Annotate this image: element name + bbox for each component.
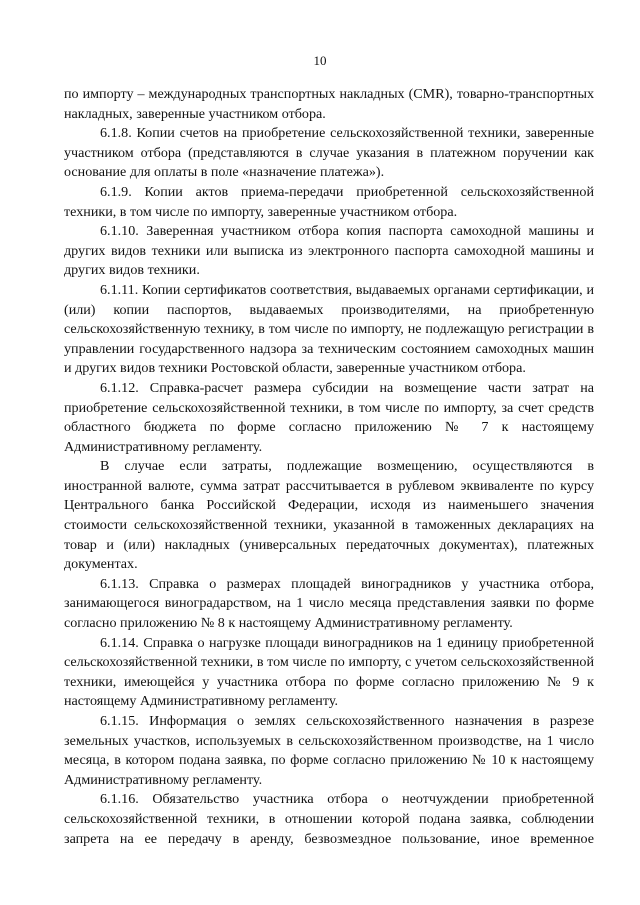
paragraph-continuation: по импорту – международных транспортных накладных (CMR), товарно-транспортных накладных, заверенные участником отбора. <box>64 86 594 122</box>
paragraph-6-1-15: 6.1.15. Информация о землях сельскохозяйственного назначения в разрезе земельных участков, используемых в сельскохозяйственном производстве, на 1 число месяца, в котором подана заявка, по форме согласно приложению № 10 к настоящему Административному регламенту. <box>64 713 594 788</box>
paragraph-6-1-12: 6.1.12. Справка-расчет размера субсидии на возмещение части затрат на приобретение сельскохозяйственной техники, в том числе по импорту, за счет средств областного бюджета по форме согласно приложению № 7 к настоящему Административному регламенту. <box>64 379 594 455</box>
paragraph-6-1-8: 6.1.8. Копии счетов на приобретение сельскохозяйственной техники, заверенные участником отбора (представляются в случае указания в платежном поручении как основание для оплаты в поле «назначение платежа»). <box>64 125 594 181</box>
paragraph-foreign-currency: В случае если затраты, подлежащие возмещению, осуществляются в иностранной валюте, сумма затрат рассчитывается в рублевом эквиваленте по курсу Центрального банка Российской Федерации, исходя из наименьшего значения стоимости сельскохозяйственной техники, указанной в таможенных декларациях на товар и (или) накладных (универсальных передаточных документах), платежных документах. <box>64 458 594 573</box>
paragraph-6-1-10: 6.1.10. Заверенная участником отбора копия паспорта самоходной машины и других видов техники или выписка из электронного паспорта самоходной машины и других видов техники. <box>64 223 594 279</box>
paragraph-6-1-13: 6.1.13. Справка о размерах площадей виноградников у участника отбора, занимающегося виноградарством, на 1 число месяца представления заявки по форме согласно приложению № 8 к настоящему Административному регламенту. <box>64 575 594 632</box>
paragraph-6-1-16: 6.1.16. Обязательство участника отбора о неотчуждении приобретенной сельскохозяйственной техники, в отношении которой подана заявка, соблюдении запрета на ее передачу в аренду, безвозмездное пользование, иное временное <box>64 791 594 847</box>
page-number: 10 <box>313 53 327 68</box>
paragraph-6-1-14: 6.1.14. Справка о нагрузке площади виноградников на 1 единицу приобретенной сельскохозяйственной техники, в том числе по импорту, с учетом сельскохозяйственной техники, имеющейся у участника отбора по форме согласно приложению № 9 к настоящему Административному регламенту. <box>64 634 594 710</box>
document-body <box>64 85 594 849</box>
paragraph-6-1-9: 6.1.9. Копии актов приема-передачи приобретенной сельскохозяйственной техники, в том числе по импорту, заверенные участником отбора. <box>64 183 594 220</box>
paragraph-6-1-11: 6.1.11. Копии сертификатов соответствия, выдаваемых органами сертификации, и (или) копии паспортов, выдаваемых производителями, на приобретенную сельскохозяйственную технику, в том числе по импорту, не подлежащую регистрации в управлении государственного надзора за техническим состоянием самоходных машин и других видов техники Ростовской области, заверенные участником отбора. <box>64 281 594 377</box>
